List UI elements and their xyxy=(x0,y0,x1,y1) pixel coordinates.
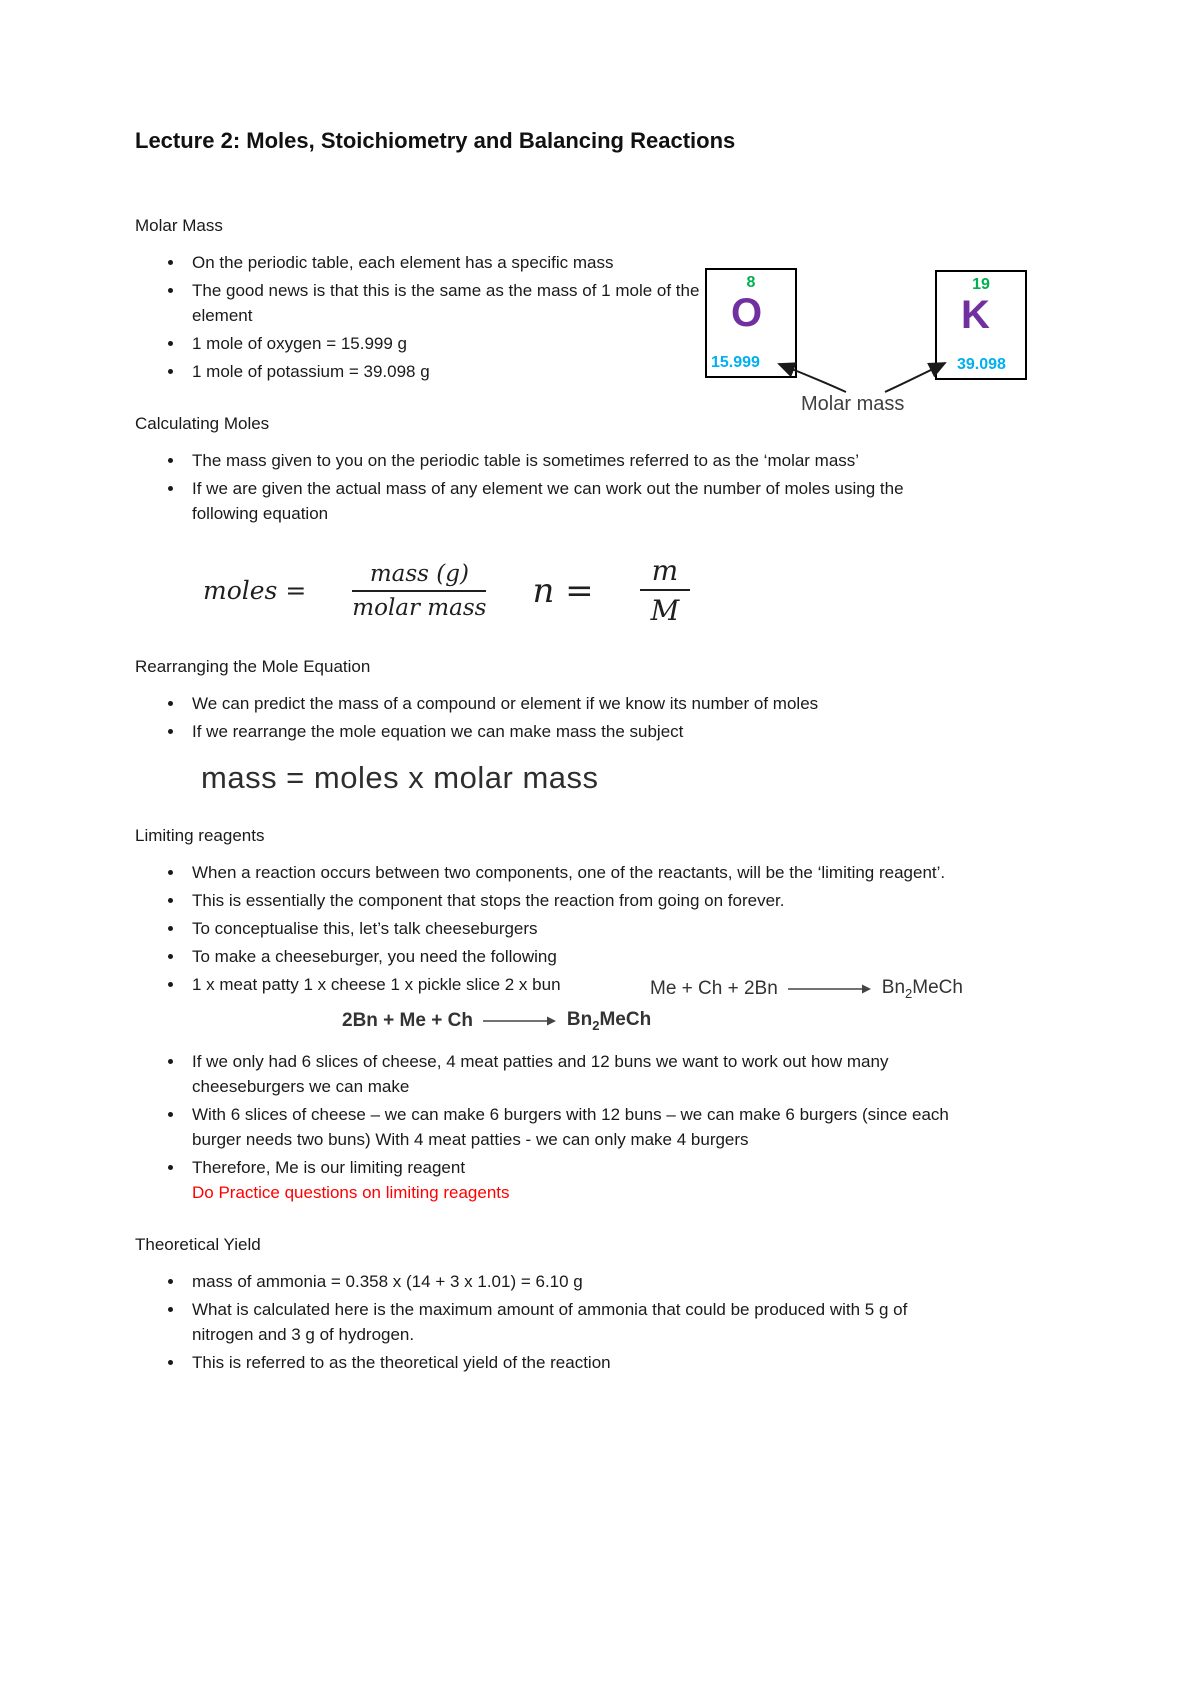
reaction-equation-right xyxy=(650,977,1200,1001)
calculating-moles-bullet-list xyxy=(135,448,957,526)
bullet-item: • If we only had 6 slices of cheese, 4 meat patties and 12 buns we want to work out how many cheeseburgers we can make xyxy=(185,1049,957,1099)
limiting-reagents-bullet-list-bottom xyxy=(135,1049,957,1205)
bullet-item: • 1 mole of oxygen = 15.999 g xyxy=(185,331,720,356)
element-symbol: O xyxy=(731,291,763,335)
bullet-item: • This is essentially the component that stops the reaction from going on forever. xyxy=(185,888,957,913)
atomic-number: 19 xyxy=(972,276,990,293)
bullet-item: • The mass given to you on the periodic table is sometimes referred to as the ‘molar mass’ xyxy=(185,448,957,473)
molar-mass-value: 15.999 xyxy=(711,354,760,371)
section-heading-calculating-moles: Calculating Moles xyxy=(135,414,270,433)
red-practice-note: Do Practice questions on limiting reagents xyxy=(192,1182,510,1202)
bullet-item: • 1 mole of potassium = 39.098 g xyxy=(185,359,720,384)
bullet-item: • When a reaction occurs between two components, one of the reactants, will be the ‘limiting reagent’. xyxy=(185,860,957,885)
mole-equation-formula xyxy=(203,554,1200,627)
bullet-item: • With 6 slices of cheese – we can make 6 burgers with 12 buns – we can make 6 burgers (since each burger needs two buns) With 4 meat patties - we can only make 4 burgers xyxy=(185,1102,957,1152)
bullet-item: • The good news is that this is the same as the mass of 1 mole of the element xyxy=(185,278,720,328)
element-symbol: K xyxy=(961,293,990,337)
bullet-item: • 1 x meat patty 1 x cheese 1 x pickle slice 2 x bun xyxy=(185,972,957,997)
bullet-item: • mass of ammonia = 0.358 x (14 + 3 x 1.01) = 6.10 g xyxy=(185,1269,957,1294)
reaction-equation-center xyxy=(342,1009,1200,1033)
section-heading-molar-mass: Molar Mass xyxy=(135,216,223,235)
bullet-item: • To conceptualise this, let’s talk cheeseburgers xyxy=(185,916,957,941)
atomic-number: 8 xyxy=(746,274,756,291)
bullet-item: • If we rearrange the mole equation we can make mass the subject xyxy=(185,719,957,744)
molar-mass-arrows-icon xyxy=(705,266,1115,431)
reaction-arrow-icon xyxy=(483,1015,557,1027)
molar-mass-bullet-list xyxy=(135,250,720,384)
reaction-arrow-icon xyxy=(788,983,872,995)
molar-mass-figure xyxy=(705,266,1115,431)
bullet-item: • Therefore, Me is our limiting reagent Do Practice questions on limiting reagents xyxy=(185,1155,957,1205)
formula-lhs: moles = xyxy=(203,576,307,605)
bullet-item: • To make a cheeseburger, you need the following xyxy=(185,944,957,969)
formula-short-denominator: M xyxy=(650,594,680,627)
bullet-item: • This is referred to as the theoretical yield of the reaction xyxy=(185,1350,957,1375)
formula-fraction xyxy=(352,561,486,621)
theoretical-yield-bullet-list xyxy=(135,1269,957,1375)
bullet-item: • We can predict the mass of a compound or element if we know its number of moles xyxy=(185,691,957,716)
reaction-reactants: Me + Ch + 2Bn xyxy=(650,977,778,999)
rearranging-bullet-list xyxy=(135,691,957,744)
reaction-reactants: 2Bn + Me + Ch xyxy=(342,1009,473,1031)
formula-short-lhs: n = xyxy=(532,570,594,611)
bullet-item: • On the periodic table, each element has a specific mass xyxy=(185,250,720,275)
formula-short-fraction xyxy=(640,554,691,627)
molar-mass-caption: Molar mass xyxy=(801,393,905,415)
section-heading-theoretical-yield: Theoretical Yield xyxy=(135,1234,261,1254)
section-heading-rearranging: Rearranging the Mole Equation xyxy=(135,657,371,676)
mass-equation: mass = moles x molar mass xyxy=(201,760,599,795)
molar-mass-value: 39.098 xyxy=(957,356,1006,373)
formula-numerator: mass (g) xyxy=(352,561,486,592)
section-heading-limiting-reagents: Limiting reagents xyxy=(135,826,265,845)
formula-short-numerator: m xyxy=(640,554,691,591)
formula-denominator: molar mass xyxy=(352,594,487,621)
bullet-item: • What is calculated here is the maximum amount of ammonia that could be produced with 5 g of nitrogen and 3 g of hydrogen. xyxy=(185,1297,957,1347)
reaction-product: $Bn_2MeCh$ xyxy=(881,977,963,1001)
reaction-product: $Bn_2MeCh$ xyxy=(566,1008,652,1033)
page-title: Lecture 2: Moles, Stoichiometry and Balancing Reactions xyxy=(135,128,736,153)
bullet-item: • If we are given the actual mass of any element we can work out the number of moles using the following equation xyxy=(185,476,957,526)
